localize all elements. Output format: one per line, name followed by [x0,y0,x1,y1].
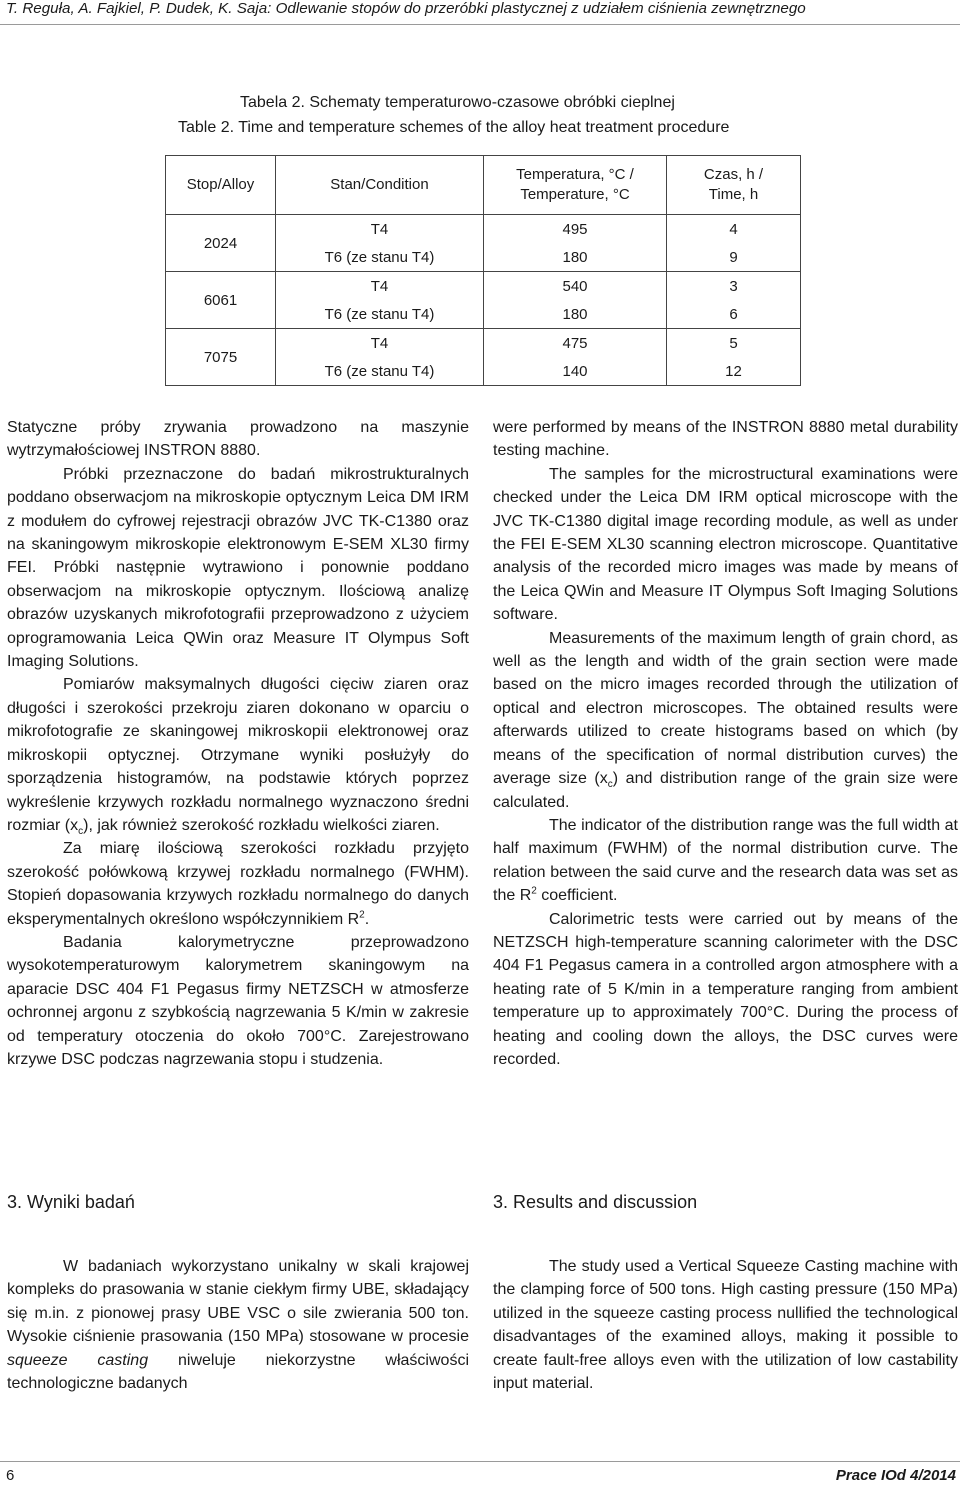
alloy-cell: 2024 [166,215,276,272]
results-paragraph-en [493,1255,958,1395]
time-cell: 4 [667,215,801,244]
temperature-cell: 180 [484,243,667,272]
condition-cell: T6 (ze stanu T4) [276,300,484,329]
table-row [166,272,801,301]
section-heading-pl: 3. Wyniki badań [7,1192,135,1212]
table-row [166,329,801,358]
paragraph: Calorimetric tests were carried out by means of the NETZSCH high-temperature scanning calorimeter with the DSC 404 F1 Pegasus camera in a controlled argon atmosphere with a heating rate of 5 K/min in a temperature ranging from ambient temperature up to approximately 700°C. During the process of heating and cooling down the alloys, the DSC curves were recorded. [493,910,958,1068]
header-time: Czas, h / Time, h [667,156,801,215]
time-cell: 12 [667,357,801,386]
paragraph: Measurements of the maximum length of grain chord, as well as the length and width of the grain section were made based on the micro images recorded through the utilization of optical and electron microscopes. The obtained results were afterwards utilized to create histograms based on which (by means of the specification of normal distribution curves) the average size $(x_c)$ and distribution range of the grain size were calculated. [493,629,958,811]
condition-cell: T4 [276,329,484,358]
header-alloy: Stop/Alloy [166,156,276,215]
table-caption-en: Table 2. Time and temperature schemes of the alloy heat treatment procedure [178,119,730,136]
running-title: T. Reguła, A. Fajkiel, P. Dudek, K. Saja: Odlewanie stopów do przeróbki plastycznej z udziałem ciśnienia zewnętrznego [6,0,806,17]
section-heading-en: 3. Results and discussion [493,1192,698,1212]
header-condition: Stan/Condition [276,156,484,215]
footer-rule [0,1461,960,1462]
results-paragraph-pl [7,1255,469,1395]
paragraph: Próbki przeznaczone do badań mikrostrukturalnych poddano obserwacjom na mikroskopie optycznym Leica DM IRM z modułem do cyfrowej rejestracji obrazów JVC TK-C1380 oraz na skaningowym mikroskopie elektronowym E-SEM XL30 firmy FEI. Próbki następnie wytrawiono i ponownie poddano obserwacjom na mikroskopie optycznym. Ilościową analizę obrazów uzyskanych mikrofotografii przeprowadzono z użyciem oprogramowania Leica QWin oraz Measure IT Olympus Soft Imaging Solutions. [7,465,469,671]
paragraph: The samples for the microstructural examinations were checked under the Leica DM IRM optical microscope with the JVC TK-C1380 digital image recording module, as well as under the FEI E-SEM XL30 scanning electron microscope. Quantitative analysis of the recorded micro images was made by means of the Leica QWin and Measure IT Olympus Soft Imaging Solutions software. [493,465,958,624]
table-caption [178,90,729,140]
alloy-cell: 6061 [166,272,276,329]
paragraph: The study used a Vertical Squeeze Casting machine with the clamping force of 500 tons. High casting pressure (150 MPa) utilized in the squeeze casting process nullified the technological disadvantages of the examined alloys, making it possible to create fault-free alloys even with the utilization of low castability input material. [493,1258,958,1393]
paragraph: The indicator of the distribution range was the full width at half maximum (FWHM) of the normal distribution curve. The relation between the said curve and the research data was set as the $R^2$ coefficient. [493,816,958,905]
header-temperature: Temperatura, °C / Temperature, °C [484,156,667,215]
paragraph: Pomiarów maksymalnych długości cięciw ziaren oraz długości i szerokości przekroju ziaren dokonano w oparciu o mikrofotografie ze skaningowej mikroskopii elektronowej oraz mikroskopii optycznej. Otrzymane wyniki posłużyły do sporządzenia histogramów, na podstawie których poprzez wykreślenie krzywych rozkładu normalnego wyznaczono średni rozmiar $(x_c)$, jak również szerokość rozkładu wielkości ziaren. [7,676,469,838]
time-cell: 5 [667,329,801,358]
condition-cell: T4 [276,272,484,301]
paragraph: Za miarę ilościową szerokości rozkładu przyjęto szerokość połówkową krzywej rozkładu normalnego (FWHM). Stopień dopasowania krzywych rozkładu normalnego do danych eksperymentalnych określono współczynnikiem $R^2$. [7,840,469,928]
temperature-cell: 180 [484,300,667,329]
journal-name: Prace IOd 4/2014 [835,1467,956,1484]
paragraph: Statyczne próby zrywania prowadzono na maszynie wytrzymałościowej INSTRON 8880. [7,419,469,460]
table-row [166,215,801,244]
header-rule [0,24,960,25]
time-cell: 9 [667,243,801,272]
paragraph: were performed by means of the INSTRON 8880 metal durability testing machine. [493,419,958,460]
condition-cell: T4 [276,215,484,244]
condition-cell: T6 (ze stanu T4) [276,243,484,272]
time-cell: 6 [667,300,801,329]
temperature-cell: 495 [484,215,667,244]
left-column-pl [7,416,469,1071]
temperature-cell: 140 [484,357,667,386]
paragraph: W badaniach wykorzystano unikalny w skali krajowej kompleks do prasowania w stanie ciekłym firmy UBE, składający się m.in. z pionowej prasy UBE VSC o sile zwierania 500 ton. Wysokie ciśnienie prasowania (150 MPa) stosowane w procesie squeeze casting niweluje niekorzystne właściwości technologiczne badanych [7,1258,469,1393]
table-caption-pl: Tabela 2. Schematy temperaturowo-czasowe obróbki cieplnej [240,94,675,111]
time-cell: 3 [667,272,801,301]
table-header-row [166,156,801,215]
temperature-cell: 475 [484,329,667,358]
right-column-en [493,416,958,1071]
heat-treatment-table [165,155,801,386]
alloy-cell: 7075 [166,329,276,386]
paragraph: Badania kalorymetryczne przeprowadzono wysokotemperaturowym kalorymetrem skaningowym na aparacie DSC 404 F1 Pegasus firmy NETZSCH w atmosferze ochronnej argonu z szybkością nagrzewania 5 K/min w zakresie od temperatury otoczenia do około 700°C. Zarejestrowano krzywe DSC podczas nagrzewania stopu i studzenia. [7,933,469,1068]
page-number: 6 [6,1467,15,1484]
condition-cell: T6 (ze stanu T4) [276,357,484,386]
temperature-cell: 540 [484,272,667,301]
